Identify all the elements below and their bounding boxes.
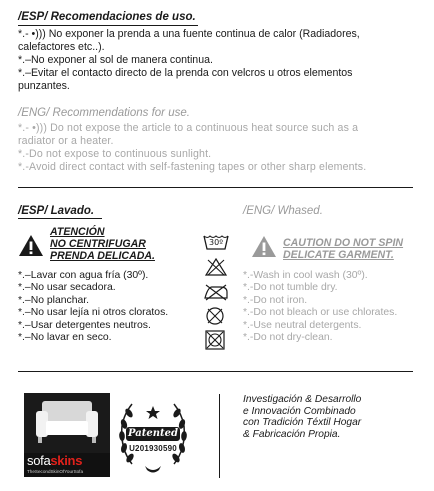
brand-wordmark xyxy=(27,453,82,468)
warning-icon xyxy=(18,234,44,257)
eng-usage-line: radiator or a heater. xyxy=(18,135,114,147)
eng-usage-line: *.-Do not expose to continuous sunlight. xyxy=(18,148,212,160)
eng-wash-title: Whased. xyxy=(277,205,323,217)
no-tumble-dry-icon xyxy=(205,330,225,350)
eng-care-list xyxy=(243,270,397,344)
esp-usage-heading xyxy=(18,11,196,23)
sofa-logo-icon xyxy=(24,393,110,453)
esp-warning-line: ATENCIÓN xyxy=(50,226,105,238)
eng-care-item: *.-Do not bleach or use chlorates. xyxy=(243,307,398,319)
eng-warning-line: DELICATE GARMENT. xyxy=(283,249,394,261)
footer-statement xyxy=(243,394,361,440)
esp-usage-tag: /ESP/ xyxy=(18,11,48,23)
eng-usage-text xyxy=(18,122,432,174)
esp-usage-line: *.- •))) No exponer la prenda a una fuente continua de calor (Radiadores, xyxy=(18,28,360,40)
esp-care-item: *.–No usar secadora. xyxy=(18,282,116,294)
eng-usage-line: *.- •))) Do not expose the article to a continuous heat source such as a xyxy=(18,122,359,134)
brand-wordmark-b: skins xyxy=(50,453,83,468)
eng-usage-heading xyxy=(18,107,190,119)
brand-tagline: TheSecondSkinOfYourSofa xyxy=(27,469,84,474)
esp-care-item: *.–Lavar con agua fría (30º). xyxy=(18,270,149,281)
eng-care-item: *.-Do not dry-clean. xyxy=(243,332,333,344)
esp-usage-text xyxy=(18,28,428,93)
footer-vertical-divider xyxy=(219,394,220,478)
wash-30-icon xyxy=(203,234,229,250)
esp-warning-line: NO CENTRIFUGAR xyxy=(50,238,146,250)
esp-warning-line: PRENDA DELICADA. xyxy=(50,250,155,262)
footer-line: Investigación & Desarrollo xyxy=(243,394,362,405)
section-divider-top xyxy=(18,187,413,188)
warning-icon-grey xyxy=(251,235,277,258)
esp-usage-line: punzantes. xyxy=(18,80,70,92)
esp-wash-tag: /ESP/ xyxy=(18,205,48,217)
eng-usage-line: *.-Avoid direct contact with self-fastening tapes or other sharp elements. xyxy=(18,161,367,173)
no-iron-icon xyxy=(203,283,229,301)
eng-care-item: *.-Wash in cool wash (30º). xyxy=(243,270,368,281)
esp-wash-title: Lavado. xyxy=(50,205,95,217)
brand-wordmark-a: sofa xyxy=(27,453,51,468)
eng-care-item: *.-Do not iron. xyxy=(243,294,308,306)
esp-warning xyxy=(50,226,155,262)
patent-label: Patented xyxy=(128,428,178,439)
patent-seal xyxy=(112,394,194,476)
eng-wash-heading xyxy=(243,205,323,217)
esp-care-item: *.–No lavar en seco. xyxy=(18,332,112,344)
no-dry-clean-icon xyxy=(205,306,225,326)
brand-logo xyxy=(24,393,110,477)
eng-wash-tag: /ENG/ xyxy=(243,205,275,217)
esp-wash-heading xyxy=(18,205,94,217)
eng-usage-title: Recommendations for use. xyxy=(52,107,190,119)
patent-number: U201930590 xyxy=(129,444,177,453)
esp-wash-heading-rule xyxy=(18,218,102,219)
eng-warning-line: CAUTION DO NOT SPIN xyxy=(283,237,404,249)
eng-warning xyxy=(283,237,403,261)
esp-care-item: *.–No planchar. xyxy=(18,294,90,306)
esp-care-list xyxy=(18,270,168,344)
no-bleach-icon xyxy=(205,258,227,276)
esp-usage-line: calefactores etc..). xyxy=(18,41,105,53)
esp-usage-line: *.–Evitar el contacto directo de la prenda con velcros u otros elementos xyxy=(18,67,353,79)
esp-usage-title: Recomendaciones de uso. xyxy=(50,11,196,23)
esp-care-item: *.–Usar detergentes neutros. xyxy=(18,319,151,331)
esp-usage-heading-rule xyxy=(18,25,198,26)
footer-line: con Tradición Téxtil Hogar xyxy=(243,417,362,429)
eng-usage-tag: /ENG/ xyxy=(18,107,50,119)
eng-care-item: *.-Use neutral detergents. xyxy=(243,319,362,331)
footer-line: & Fabricación Propia. xyxy=(243,428,341,440)
esp-care-item: *.–No usar lejía ni otros cloratos. xyxy=(18,307,169,319)
section-divider-bottom xyxy=(18,371,413,372)
footer-line: e Innovación Combinado xyxy=(243,405,356,417)
esp-usage-line: *.–No exponer al sol de manera continua. xyxy=(18,54,213,66)
wash-temp-label: 30º xyxy=(209,238,223,247)
eng-care-item: *.-Do not tumble dry. xyxy=(243,282,338,294)
